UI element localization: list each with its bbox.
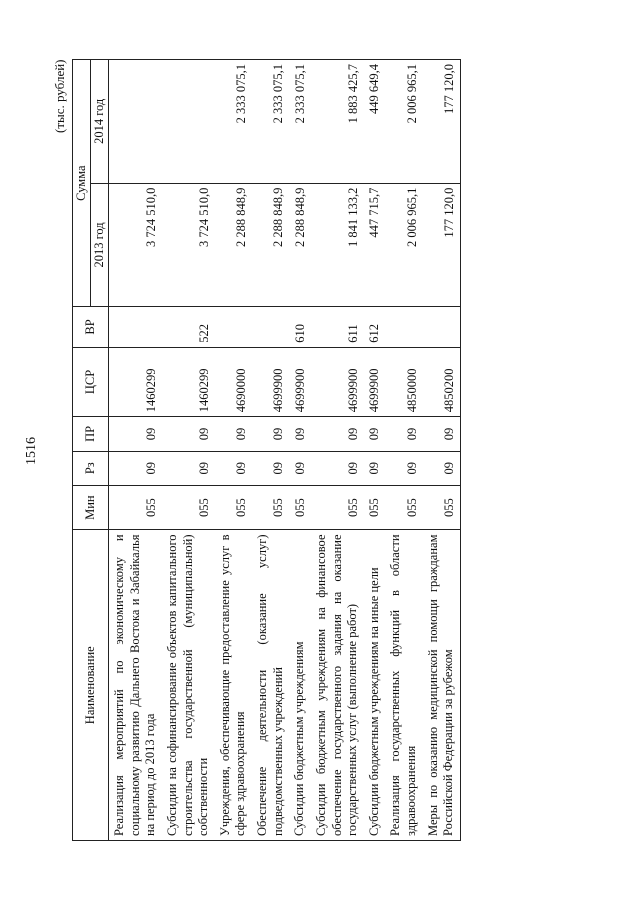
row-min: 055 [385, 485, 422, 530]
row-name: Субсидии бюджетным учреждениям на финансовое обеспечение государственного задания на оказание государственных услуг (выполнение работ) [311, 530, 364, 841]
row-name: Субсидии бюджетным учреждениям на иные цели [364, 530, 386, 841]
row-csr: 1460299 [109, 347, 162, 417]
row-min: 055 [215, 485, 252, 530]
row-rz: 09 [109, 451, 162, 485]
row-amount-2014: 1 883 425,7 [311, 60, 364, 184]
header-year-2014: 2014 год [91, 60, 109, 184]
table-body [109, 60, 461, 841]
header-name: Наименование [73, 530, 109, 841]
row-pr: 09 [423, 417, 461, 451]
row-vr: 610 [289, 307, 311, 348]
row-csr: 4850000 [385, 347, 422, 417]
table-row [423, 60, 461, 841]
row-pr: 09 [385, 417, 422, 451]
row-min: 055 [289, 485, 311, 530]
table-row [215, 60, 252, 841]
row-amount-2014 [162, 60, 215, 184]
row-name: Реализация мероприятий по экономическому и социальному развитию Дальнего Востока и Забайкалья на период до 2013 года [109, 530, 162, 841]
row-amount-2013: 2 288 848,9 [252, 183, 289, 307]
row-rz: 09 [162, 451, 215, 485]
row-pr: 09 [289, 417, 311, 451]
row-amount-2014: 2 006 965,1 [385, 60, 422, 184]
row-vr: 611 [311, 307, 364, 348]
row-pr: 09 [311, 417, 364, 451]
row-rz: 09 [311, 451, 364, 485]
header-vr: ВР [73, 307, 109, 348]
row-csr: 4690000 [215, 347, 252, 417]
row-amount-2013: 3 724 510,0 [109, 183, 162, 307]
row-amount-2014: 2 333 075,1 [252, 60, 289, 184]
row-vr [215, 307, 252, 348]
table-row [252, 60, 289, 841]
row-pr: 09 [109, 417, 162, 451]
row-csr: 4699900 [364, 347, 386, 417]
row-pr: 09 [215, 417, 252, 451]
table-row [385, 60, 422, 841]
row-min: 055 [162, 485, 215, 530]
table-row [289, 60, 311, 841]
row-name: Реализация государственных функций в области здравоохранения [385, 530, 422, 841]
table-row [162, 60, 215, 841]
row-vr [423, 307, 461, 348]
row-amount-2013: 2 288 848,9 [215, 183, 252, 307]
row-amount-2013: 3 724 510,0 [162, 183, 215, 307]
row-vr: 522 [162, 307, 215, 348]
row-vr [109, 307, 162, 348]
row-rz: 09 [423, 451, 461, 485]
row-min: 055 [423, 485, 461, 530]
row-amount-2014: 177 120,0 [423, 60, 461, 184]
row-min: 055 [252, 485, 289, 530]
row-amount-2013: 447 715,7 [364, 183, 386, 307]
units-label: (тыс. рублей) [52, 59, 67, 133]
row-rz: 09 [385, 451, 422, 485]
header-min: Мин [73, 485, 109, 530]
row-amount-2013: 1 841 133,2 [311, 183, 364, 307]
table-row [364, 60, 386, 841]
row-amount-2014: 2 333 075,1 [215, 60, 252, 184]
row-amount-2013: 177 120,0 [423, 183, 461, 307]
row-min: 055 [311, 485, 364, 530]
row-name: Меры по оказанию медицинской помощи гражданам Российской Федерации за рубежом [423, 530, 461, 841]
row-amount-2014: 449 649,4 [364, 60, 386, 184]
row-rz: 09 [364, 451, 386, 485]
row-pr: 09 [364, 417, 386, 451]
row-rz: 09 [215, 451, 252, 485]
header-year-2013: 2013 год [91, 183, 109, 307]
budget-table [72, 59, 461, 841]
table-row [311, 60, 364, 841]
page-number: 1516 [24, 437, 39, 465]
row-vr [252, 307, 289, 348]
row-vr [385, 307, 422, 348]
header-sum: Сумма [73, 60, 91, 307]
row-csr: 4850200 [423, 347, 461, 417]
row-pr: 09 [252, 417, 289, 451]
header-csr: ЦСР [73, 347, 109, 417]
row-name: Учреждения, обеспечивающие предоставление услуг в сфере здравоохранения [215, 530, 252, 841]
row-pr: 09 [162, 417, 215, 451]
row-amount-2013: 2 006 965,1 [385, 183, 422, 307]
row-vr: 612 [364, 307, 386, 348]
row-rz: 09 [289, 451, 311, 485]
row-csr: 4699900 [252, 347, 289, 417]
row-csr: 4699900 [311, 347, 364, 417]
row-csr: 4699900 [289, 347, 311, 417]
row-name: Субсидии на софинансирование объектов капитального строительства государственной (муниципальной) собственности [162, 530, 215, 841]
row-amount-2014: 2 333 075,1 [289, 60, 311, 184]
row-min: 055 [109, 485, 162, 530]
header-pr: ПР [73, 417, 109, 451]
row-rz: 09 [252, 451, 289, 485]
row-amount-2014 [109, 60, 162, 184]
table-row [109, 60, 162, 841]
row-csr: 1460299 [162, 347, 215, 417]
row-amount-2013: 2 288 848,9 [289, 183, 311, 307]
row-name: Обеспечение деятельности (оказание услуг) подведомственных учреждений [252, 530, 289, 841]
header-rz: Рз [73, 451, 109, 485]
row-name: Субсидии бюджетным учреждениям [289, 530, 311, 841]
row-min: 055 [364, 485, 386, 530]
